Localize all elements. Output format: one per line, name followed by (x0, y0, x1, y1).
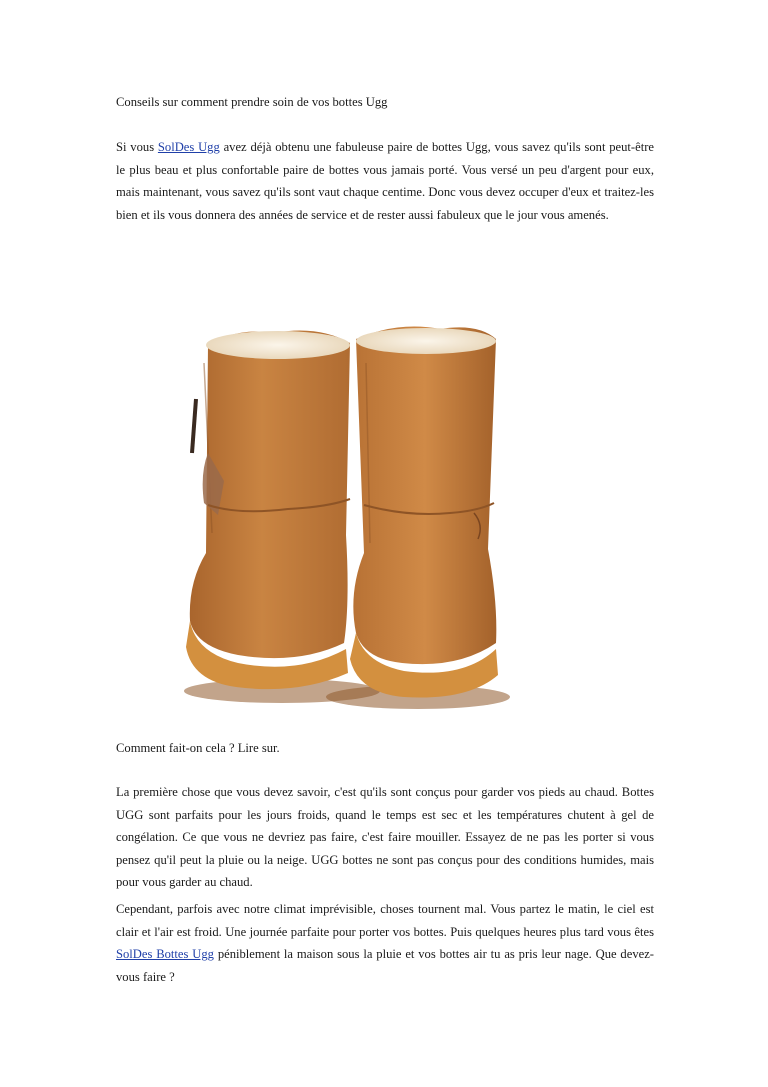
intro-paragraph (116, 136, 654, 226)
document-title: Conseils sur comment prendre soin de vos bottes Ugg (116, 95, 388, 109)
paragraph-3-text-before-link: Cependant, parfois avec notre climat imprévisible, choses tournent mal. Vous partez le matin, le ciel est clair et l'air est froid. Une journée parfaite pour porter vos bottes. Puis quelques heures plus tard vous êtes (116, 902, 654, 939)
paragraph-3 (116, 898, 654, 988)
soldes-ugg-link[interactable]: SolDes Ugg (157, 140, 220, 154)
intro-section (116, 91, 654, 114)
paragraph-2: La première chose que vous devez savoir, c'est qu'ils sont conçus pour garder vos pieds au chaud. Bottes UGG sont parfaits pour les jours froids, quand le temps est sec et les températures chutent à gel de congélation. Ce que vous ne devriez pas faire, c'est faire mouiller. Essayez de ne pas les porter si vous pensez qu'il peut la pluie ou la neige. UGG bottes ne sont pas conçus pour des conditions humides, mais pour vous garder au chaud. (116, 785, 654, 890)
intro-text-after-link: avez déjà obtenu une fabuleuse paire de bottes Ugg, vous savez qu'ils sont peut-être le plus beau et plus confortable paire de bottes vous jamais porté. Vous versé un peu d'argent pour eux, mais maintenant, vous savez qu'ils sont vaut chaque centime. Donc vous devez occuper d'eux et traitez-les bien et ils vous donnera des années de service et de rester aussi fabuleux que le jour vous amenés. (116, 140, 654, 222)
soldes-bottes-ugg-link[interactable]: SolDes Bottes Ugg (116, 947, 214, 962)
right-boot (326, 327, 510, 709)
subheading: Comment fait-on cela ? Lire sur. (116, 741, 280, 755)
paragraph-3-block (116, 898, 654, 988)
intro-text-before-link: Si vous (116, 140, 158, 154)
intro-paragraph-block (116, 136, 654, 226)
subheading-block (116, 737, 654, 760)
boots-illustration (178, 303, 510, 715)
paragraph-3-text-after-link: péniblement la maison sous la pluie et vos bottes air tu as pris leur nage. Que devez-vous faire ? (116, 947, 654, 984)
paragraph-2-block (116, 781, 654, 894)
ugg-boots-image (178, 303, 510, 715)
left-boot (184, 331, 380, 703)
